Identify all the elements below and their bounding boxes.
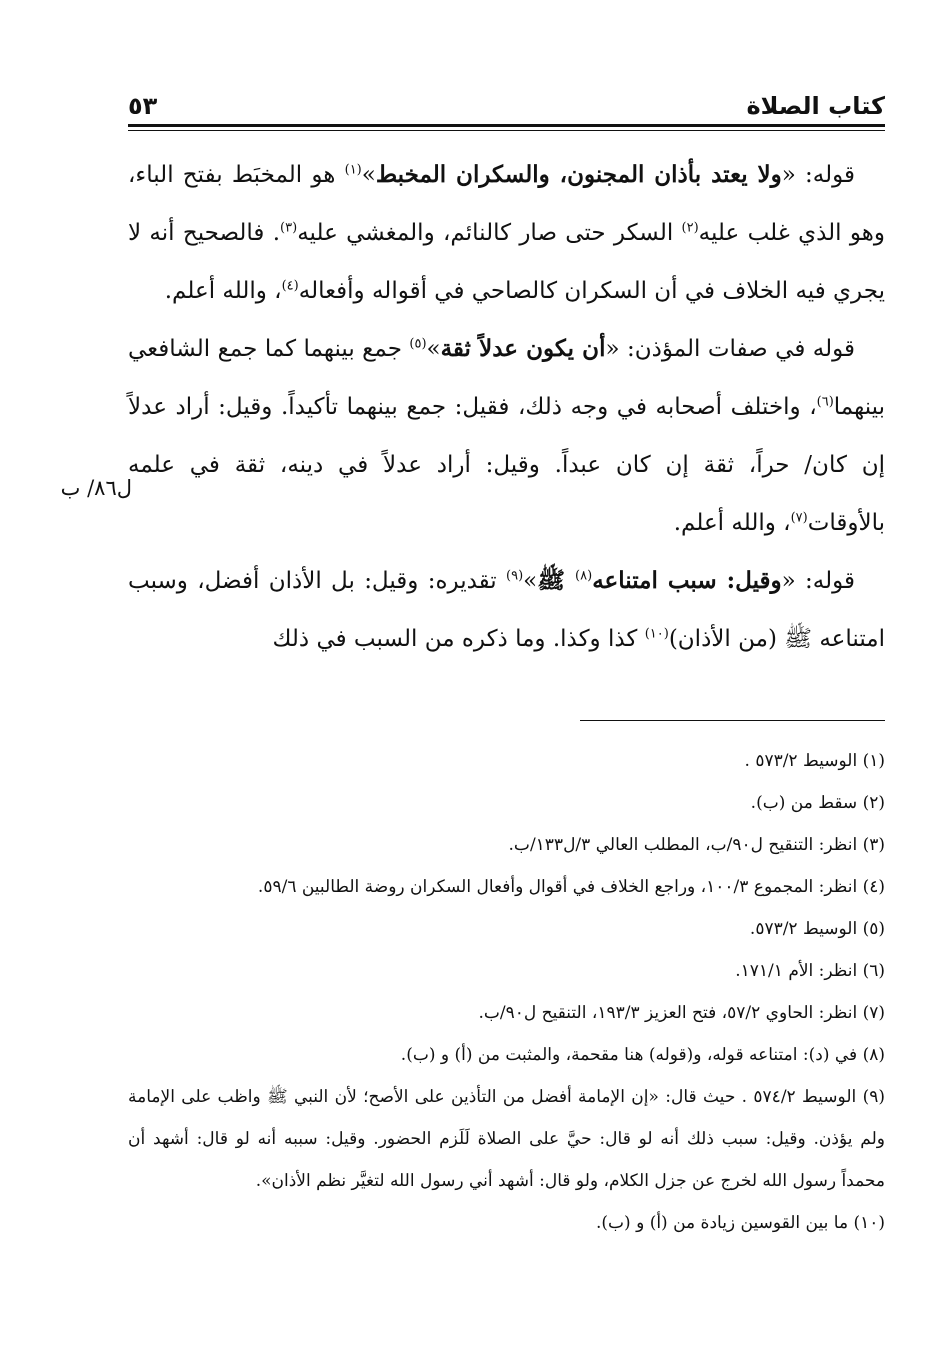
footnote-separator <box>580 720 885 721</box>
text: . فالصحيح أنه لا يجري فيه الخلاف في أن السكران كالصاحي في أقواله وأفعاله <box>128 220 885 304</box>
footnote-10: (١٠) ما بين القوسين زيادة من (أ) و (ب). <box>596 1213 885 1233</box>
text: » <box>361 162 376 188</box>
salawat-mark: ﷺ <box>537 567 576 594</box>
footnote-ref: (١٠) <box>644 626 669 642</box>
text: جمع بينهما كما جمع الشافعي بينهما <box>128 336 885 420</box>
paragraph-3 <box>128 552 885 668</box>
header-rule-thin <box>128 130 885 131</box>
footnote-ref: (٣) <box>280 220 298 236</box>
footnote-5: (٥) الوسيط ٥٧٣/٢. <box>749 919 885 939</box>
running-title: كتاب الصلاة <box>746 92 885 120</box>
paragraph-2 <box>128 320 885 552</box>
text: قوله: « <box>781 162 856 188</box>
footnotes <box>128 740 885 1244</box>
footnote-ref: (٤) <box>281 278 299 294</box>
footnote-ref: (٢) <box>681 220 699 236</box>
footnote-7: (٧) انظر: الحاوي ٥٧/٢، فتح العزيز ١٩٣/٣، التنقيح ل٩٠/ب. <box>478 1003 885 1023</box>
footnote-9: (٩) الوسيط ٥٧٤/٢ . حيث قال: «إن الإمامة أفضل من التأذين على الأصح؛ لأن النبي ﷺ واظب على الإمامة ولم يؤذن. وقيل: سبب ذلك أنه لو قال: حيَّ على الصلاة لَلَزم الحضور. وقيل: سببه أنه لو قال: أشهد أن محمداً رسول الله لخرج عن جزل الكلام، ولو قال: أشهد أني رسول الله لتغيَّر نظم الأذان». <box>128 1087 885 1191</box>
footnote-ref: (٧) <box>790 510 808 526</box>
footnote-ref: (٦) <box>816 394 834 410</box>
header-rule-thick <box>128 124 885 127</box>
text: قوله في صفات المؤذن: « <box>605 336 855 362</box>
footnote-3: (٣) انظر: التنقيح ل٩٠/ب، المطلب العالي ٣/ل١٣٣/ب. <box>508 835 885 855</box>
manuscript-folio-note: ل٨٦/ ب <box>60 476 132 500</box>
footnote-6: (٦) انظر: الأم ١٧١/١. <box>735 961 885 981</box>
text: كذا وكذا. وما ذكره من السبب في ذلك <box>272 626 645 652</box>
page-number: ٥٣ <box>128 92 158 120</box>
main-text <box>128 146 885 668</box>
text: قوله: « <box>781 568 855 594</box>
footnote-1: (١) الوسيط ٥٧٣/٢ . <box>744 751 885 771</box>
footnote-4: (٤) انظر: المجموع ١٠٠/٣، وراجع الخلاف في أقوال وأفعال السكران روضة الطالبين ٥٩/٦. <box>257 877 885 897</box>
text: ، والله أعلم. <box>164 278 282 304</box>
text: » <box>426 336 441 362</box>
footnote-ref: (٥) <box>409 336 427 352</box>
footnote-ref: (١) <box>344 162 362 178</box>
quoted-matn: ولا يعتد بأذان المجنون، والسكران المخبط <box>375 161 782 188</box>
quoted-matn: وقيل: سبب امتناعه <box>592 567 782 594</box>
text: السكر حتى صار كالنائم، والمغشي عليه <box>297 220 682 246</box>
text: هو المخبَط بفتح الباء، وهو الذي غلب عليه <box>128 162 885 246</box>
text: تقديره: وقيل: بل الأذان أفضل، وسبب امتناعه ﷺ (من الأذان) <box>128 568 885 652</box>
footnote-ref: (٨) <box>575 568 593 584</box>
footnote-8: (٨) في (د): امتناعه قوله، و(قوله) هنا مقحمة، والمثبت من (أ) و (ب). <box>400 1045 885 1065</box>
paragraph-1 <box>128 146 885 320</box>
text: » <box>523 568 538 594</box>
quoted-matn: أن يكون عدلاً ثقة <box>440 335 606 362</box>
footnote-ref: (٩) <box>506 568 524 584</box>
page-header <box>128 92 885 124</box>
text: ، واختلف أصحابه في وجه ذلك، فقيل: جمع بينهما تأكيداً. وقيل: أراد عدلاً إن كان/ حراً، ثقة إن كان عبداً. وقيل: أراد عدلاً في دينه، ثقة في علمه بالأوقات <box>128 394 885 536</box>
footnote-2: (٢) سقط من (ب). <box>750 793 885 813</box>
text: ، والله أعلم. <box>673 510 791 536</box>
